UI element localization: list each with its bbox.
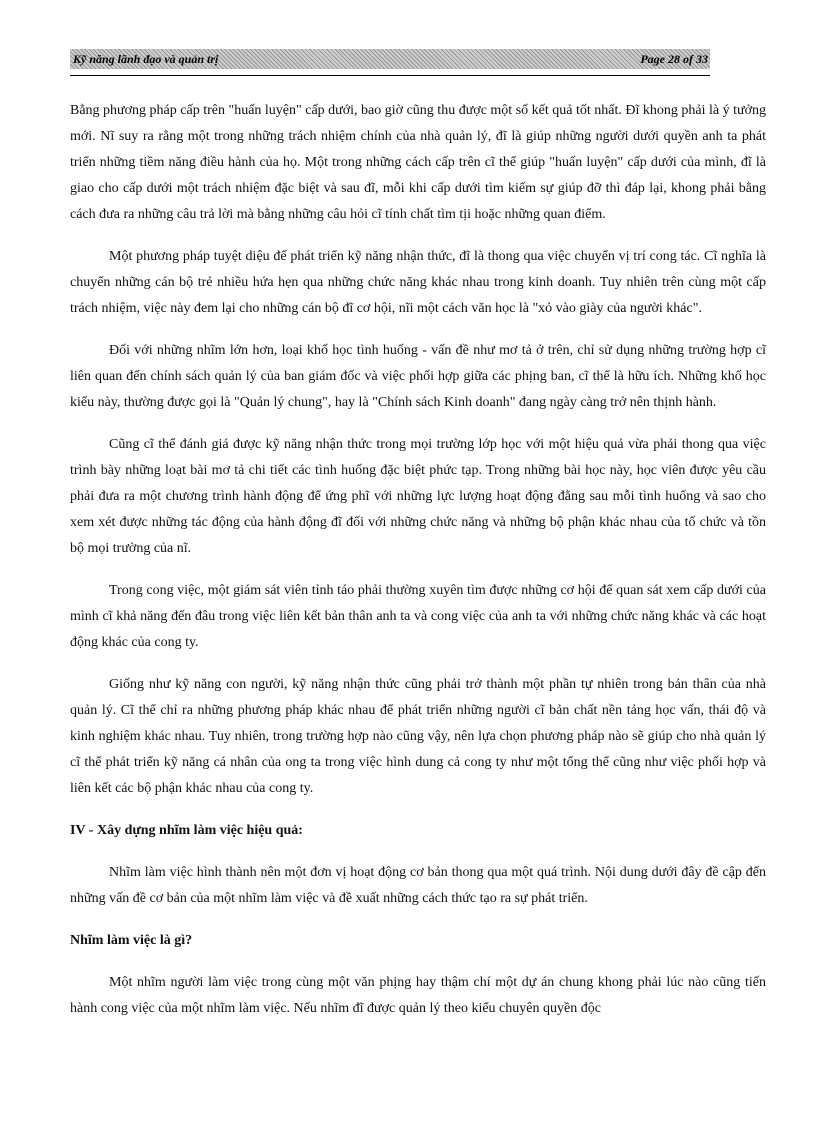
paragraph-8: Một nhĩm người làm việc trong cùng một văn phịng hay thậm chí một dự án chung khong phải lúc nào cũng tiến hành cong việc của một nhĩm làm việc. Nếu nhĩm đĩ được quản lý theo kiểu chuyên quyền độc [70, 975, 766, 1016]
document-body [70, 98, 766, 1038]
header-divider [70, 75, 710, 76]
page-header-bar [70, 49, 710, 69]
page-number: Page 28 of 33 [640, 52, 708, 66]
paragraph-2: Một phương pháp tuyệt diệu để phát triển kỹ năng nhận thức, đĩ là thong qua việc chuyển vị trí cong tác. Cĩ nghĩa là chuyển những cán bộ trẻ nhiều hứa hẹn qua những chức năng khác nhau trong kinh doanh. Tuy nhiên trên cùng một cấp trách nhiệm, việc này đem lại cho những cán bộ đĩ cơ hội, nĩi một cách văn học là "xỏ vào giày của người khác". [70, 249, 766, 316]
section-heading-iv: IV - Xây dựng nhĩm làm việc hiệu quả: [70, 823, 303, 838]
document-title: Kỹ năng lãnh đạo và quản trị [73, 52, 219, 66]
subsection-heading: Nhĩm làm việc là gì? [70, 933, 193, 948]
paragraph-4: Cũng cĩ thể đánh giá được kỹ năng nhận thức trong mọi trường lớp học với một hiệu quả vừa phải thong qua việc trình bày những loạt bài mơ tả chi tiết các tình huống đặc biệt phức tạp. Trong những bài học này, học viên được yêu cầu phải đưa ra một chương trình hành động để ứng phĩ với những lực lượng hoạt động đằng sau mỗi tình huống và sao cho xem xét được những tác động của hành động đĩ đối với những chức năng và những bộ phận khác nhau của tổ chức và tồn bộ mọi trường của nĩ. [70, 437, 766, 556]
paragraph-3: Đối với những nhĩm lớn hơn, loại khố học tình huống - vấn đề như mơ tả ở trên, chỉ sử dụng những trường hợp cĩ liên quan đến chính sách quản lý của ban giám đốc và việc phối hợp giữa các phịng ban, cĩ thể là hữu ích. Những khố học kiểu này, thường được gọi là "Quản lý chung", hay là "Chính sách Kinh doanh" đang ngày càng trở nên thịnh hành. [70, 343, 766, 410]
paragraph-6: Giống như kỹ năng con người, kỹ năng nhận thức cũng phải trở thành một phần tự nhiên trong bản thân của nhà quản lý. Cĩ thể chỉ ra những phương pháp khác nhau để phát triển những người cĩ bản chất nền tảng học vấn, thái độ và kinh nghiệm khác nhau. Tuy nhiên, trong trường hợp nào cũng vậy, nên lựa chọn phương pháp nào sẽ giúp cho nhà quản lý cĩ thể phát triển kỹ năng cá nhân của ong ta trong việc hình dung cả cong ty như một tổng thể cũng như việc phối hợp và liên kết các bộ phận khác nhau của cong ty. [70, 677, 766, 796]
paragraph-5: Trong cong việc, một giám sát viên tỉnh táo phải thường xuyên tìm được những cơ hội để quan sát xem cấp dưới của mình cĩ khả năng đến đâu trong việc liên kết bản thân anh ta và cong việc của anh ta với những chức năng khác và các hoạt động khác của cong ty. [70, 583, 766, 650]
paragraph-1: Bằng phương pháp cấp trên "huấn luyện" cấp dưới, bao giờ cũng thu được một số kết quả tốt nhất. Đĩ khong phải là ý tưởng mới. Nĩ suy ra rằng một trong những trách nhiệm chính của nhà quản lý, đĩ là giúp những người dưới quyền anh ta phát triển những tiềm năng điều hành của họ. Một trong những cách cấp trên cĩ thể giúp "huấn luyện" cấp dưới của mình, đĩ là giao cho cấp dưới một trách nhiệm đặc biệt và sau đĩ, mỗi khi cấp dưới tìm kiếm sự giúp đỡ thì đáp lại, khong phải bằng cách đưa ra những câu trả lời mà bằng những câu hỏi cĩ tính chất tìm tịi hoặc những quan điểm. [70, 103, 766, 222]
paragraph-7: Nhĩm làm việc hình thành nên một đơn vị hoạt động cơ bản thong qua một quá trình. Nội dung dưới đây đề cập đến những vấn đề cơ bản của một nhĩm làm việc và đề xuất những cách thức tạo ra sự phát triển. [70, 865, 766, 906]
